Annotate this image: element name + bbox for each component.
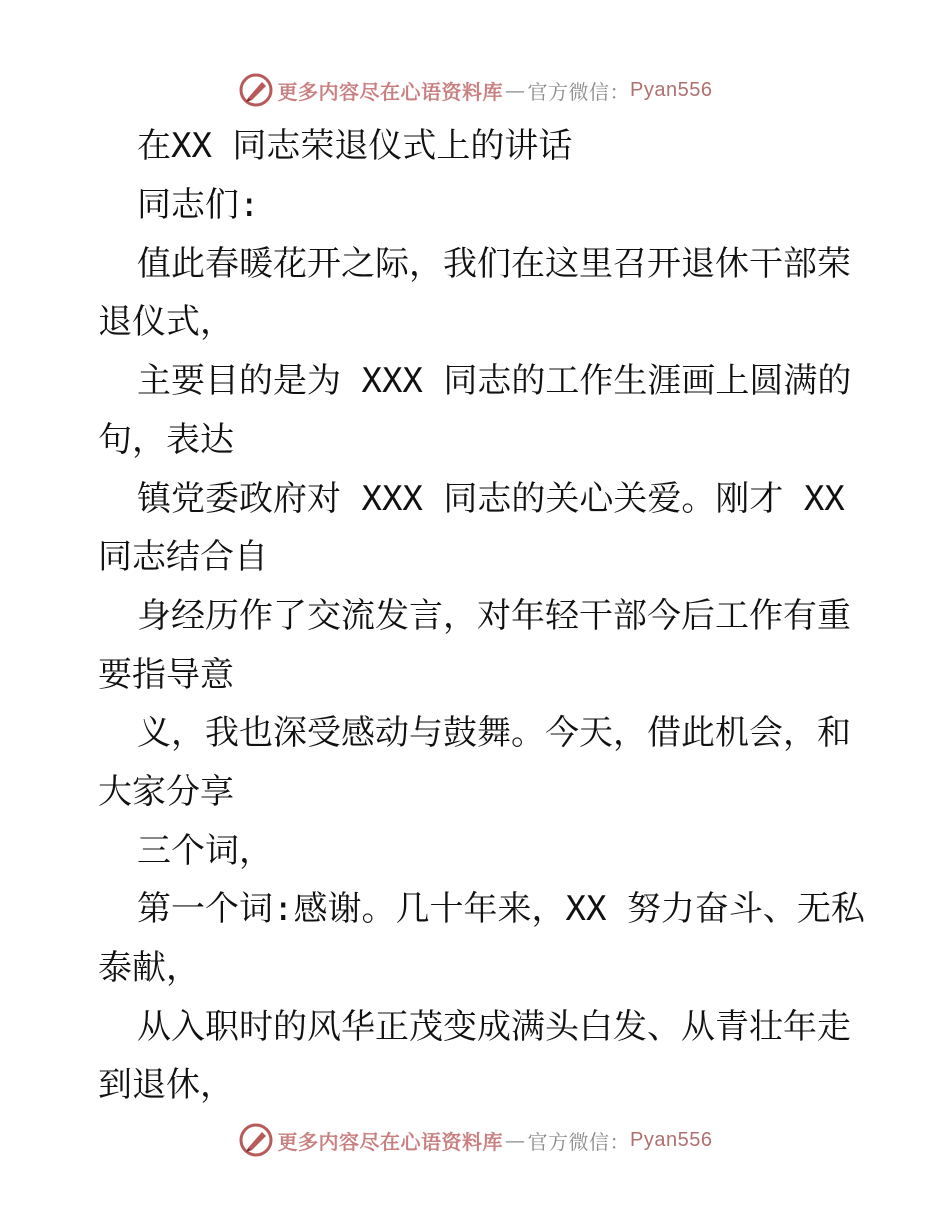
text-line: 大家分享 bbox=[98, 772, 234, 812]
banner-wechat-id: Pyan556 bbox=[630, 1128, 713, 1151]
pen-logo-icon bbox=[238, 1122, 274, 1158]
banner-sub-text: 官方微信： bbox=[527, 79, 631, 104]
text-line: 从入职时的风华正茂变成满头白发、从青壮年走 bbox=[137, 1007, 851, 1047]
text-line: 第一个词:感谢。几十年来，XX 努力奋斗、无私 bbox=[137, 889, 865, 929]
text-line: 到退休， bbox=[98, 1065, 234, 1105]
text-line: 义，我也深受感动与鼓舞。今天，借此机会，和 bbox=[137, 713, 851, 753]
text-line: 同志们: bbox=[137, 185, 260, 225]
document-title: 在XX 同志荣退仪式上的讲话 bbox=[137, 126, 573, 166]
banner-main-text: 更多内容尽在心语资料库 bbox=[277, 79, 504, 104]
text-line: 三个词， bbox=[137, 831, 273, 871]
banner-wechat-id: Pyan556 bbox=[630, 78, 713, 101]
text-line: 主要目的是为 XXX 同志的工作生涯画上圆满的 bbox=[137, 361, 852, 401]
text-line: 值此春暖花开之际，我们在这里召开退休干部荣 bbox=[137, 244, 851, 284]
banner-dash: — bbox=[505, 78, 526, 102]
banner-main-text: 更多内容尽在心语资料库 bbox=[277, 1129, 504, 1154]
text-line: 泰献， bbox=[98, 948, 200, 988]
text-line: 镇党委政府对 XXX 同志的关心关爱。刚才 XX bbox=[137, 479, 845, 519]
text-line: 退仪式， bbox=[98, 302, 234, 342]
text-line: 同志结合自 bbox=[98, 537, 268, 577]
text-line: 身经历作了交流发言，对年轻干部今后工作有重 bbox=[137, 596, 851, 636]
text-line: 句，表达 bbox=[98, 420, 234, 460]
banner-dash: — bbox=[505, 1128, 526, 1152]
text-line: 要指导意 bbox=[98, 655, 234, 695]
banner-sub-text: 官方微信： bbox=[527, 1129, 631, 1154]
footer-banner bbox=[0, 1120, 950, 1160]
